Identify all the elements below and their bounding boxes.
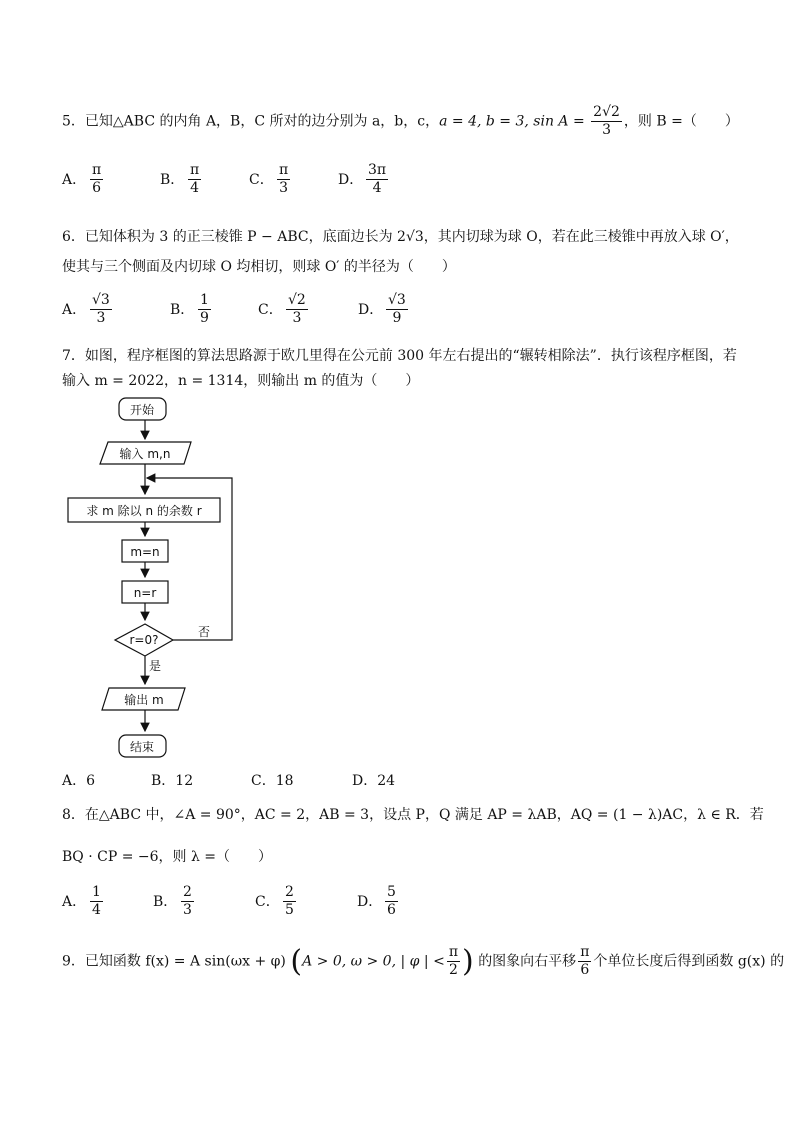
flow-process-label: 求 m 除以 n 的余数 r (86, 504, 202, 518)
q6-line-1: 6．已知体积为 3 的正三棱锥 P − ABC，底面边长为 2√3，其内切球为球 O，若在此三棱锥中再放入球 O′， (62, 229, 739, 245)
q9-shift-den: 6 (580, 962, 590, 978)
q8-option-d (357, 884, 400, 919)
q5-text-b: ，则 B =（ ） (623, 113, 739, 130)
option-num: √2 (288, 292, 306, 308)
option-label: A． (62, 893, 87, 910)
option-label: B． (160, 171, 185, 188)
q7-option-d: D．24 (352, 773, 396, 789)
option-num: 1 (92, 884, 101, 900)
option-den: 9 (200, 310, 209, 326)
q8-option-a (62, 884, 105, 919)
q7-line-1: 7．如图，程序框图的算法思路源于欧几里得在公元前 300 年左右提出的“辗转相除法”．执行该程序框图，若 (62, 348, 737, 364)
flow-end-label: 结束 (129, 740, 155, 754)
option-den: 3 (183, 902, 192, 918)
q5-option-c (249, 162, 292, 197)
flow-no-label: 否 (197, 625, 211, 639)
q9-cond-fraction (447, 944, 460, 979)
option-den: 4 (92, 902, 101, 918)
q9-paren-right: ) (462, 944, 474, 979)
flow-input-label: 输入 m,n (119, 447, 171, 461)
option-den: 6 (92, 180, 102, 196)
flow-decision-label: r=0? (129, 633, 159, 647)
q6-option-a (62, 292, 114, 327)
option-den: 4 (190, 180, 200, 196)
q8-option-b (153, 884, 196, 919)
flow-assign-m-label: m=n (130, 545, 160, 559)
option-label: C． (249, 171, 274, 188)
q9-cond-num: π (448, 944, 459, 960)
flow-assign-n-label: n=r (133, 586, 157, 600)
q9-paren-left: ( (290, 944, 303, 979)
q7-option-a: A．6 (62, 773, 96, 789)
q6-option-b (170, 292, 213, 327)
option-label: D． (358, 301, 384, 318)
q8-option-c (255, 884, 298, 919)
q8-line-2: BQ · CP = −6，则 λ =（ ） (62, 849, 273, 865)
q6-line-2: 使其与三个侧面及内切球 O 均相切，则球 O′ 的半径为（ ） (62, 259, 456, 275)
option-den: 3 (279, 180, 289, 196)
flow-output-label: 输出 m (124, 693, 164, 707)
option-den: 5 (285, 902, 294, 918)
flow-loop-line (147, 478, 232, 640)
q9-shift-fraction (578, 944, 591, 979)
option-num: π (279, 162, 289, 178)
q9-stem (62, 944, 784, 979)
option-num: √3 (92, 292, 110, 308)
q9-condition: A > 0, ω > 0, | φ | < (302, 953, 445, 970)
q9-text-a: 9．已知函数 f(x) = A sin(ωx + φ) (62, 953, 286, 970)
option-label: A． (62, 171, 87, 188)
q5-math: a = 4, b = 3, sin A = (439, 113, 585, 130)
q5-fraction (591, 104, 622, 139)
option-label: C． (255, 893, 280, 910)
q8-line-1: 8．在△ABC 中，∠A = 90°，AC = 2，AB = 3，设点 P，Q 满足 AP = λAB，AQ = (1 − λ)AC，λ ∈ R．若 (62, 807, 764, 823)
flow-yes-label: 是 (148, 659, 162, 673)
option-num: 2 (285, 884, 294, 900)
q9-cond-den: 2 (448, 962, 458, 978)
q5-text-a: 5．已知△ABC 的内角 A，B，C 所对的边分别为 a，b，c， (62, 113, 440, 130)
option-label: D． (338, 171, 364, 188)
flow-start-label: 开始 (129, 403, 155, 417)
option-label: C． (258, 301, 283, 318)
option-label: D． (357, 893, 383, 910)
q5-frac-den: 3 (602, 122, 611, 138)
option-den: 6 (387, 902, 396, 918)
option-num: 1 (200, 292, 209, 308)
option-num: π (190, 162, 200, 178)
option-num: 2 (183, 884, 192, 900)
option-den: 3 (96, 310, 106, 326)
option-num: √3 (388, 292, 406, 308)
option-num: π (92, 162, 102, 178)
option-label: B． (170, 301, 195, 318)
q6-option-c (258, 292, 310, 327)
option-den: 9 (392, 310, 402, 326)
q7-option-c: C．18 (251, 773, 294, 789)
option-label: A． (62, 301, 87, 318)
option-num: 5 (387, 884, 396, 900)
q7-line-2: 输入 m = 2022，n = 1314，则输出 m 的值为（ ） (62, 373, 420, 389)
option-label: B． (153, 893, 178, 910)
option-den: 3 (292, 310, 302, 326)
q9-shift-num: π (580, 944, 590, 960)
q5-frac-num: 2√2 (593, 104, 620, 120)
option-den: 4 (372, 180, 382, 196)
q9-text-c: 个单位长度后得到函数 g(x) 的 (593, 953, 785, 970)
q7-option-b: B．12 (151, 773, 194, 789)
q5-option-b (160, 162, 203, 197)
q9-text-b: 的图象向右平移 (478, 953, 577, 970)
option-num: 3π (368, 162, 387, 178)
q6-option-d (358, 292, 410, 327)
q5-stem (62, 104, 739, 139)
flowchart (60, 394, 250, 766)
q5-option-d (338, 162, 390, 197)
q5-option-a (62, 162, 105, 197)
